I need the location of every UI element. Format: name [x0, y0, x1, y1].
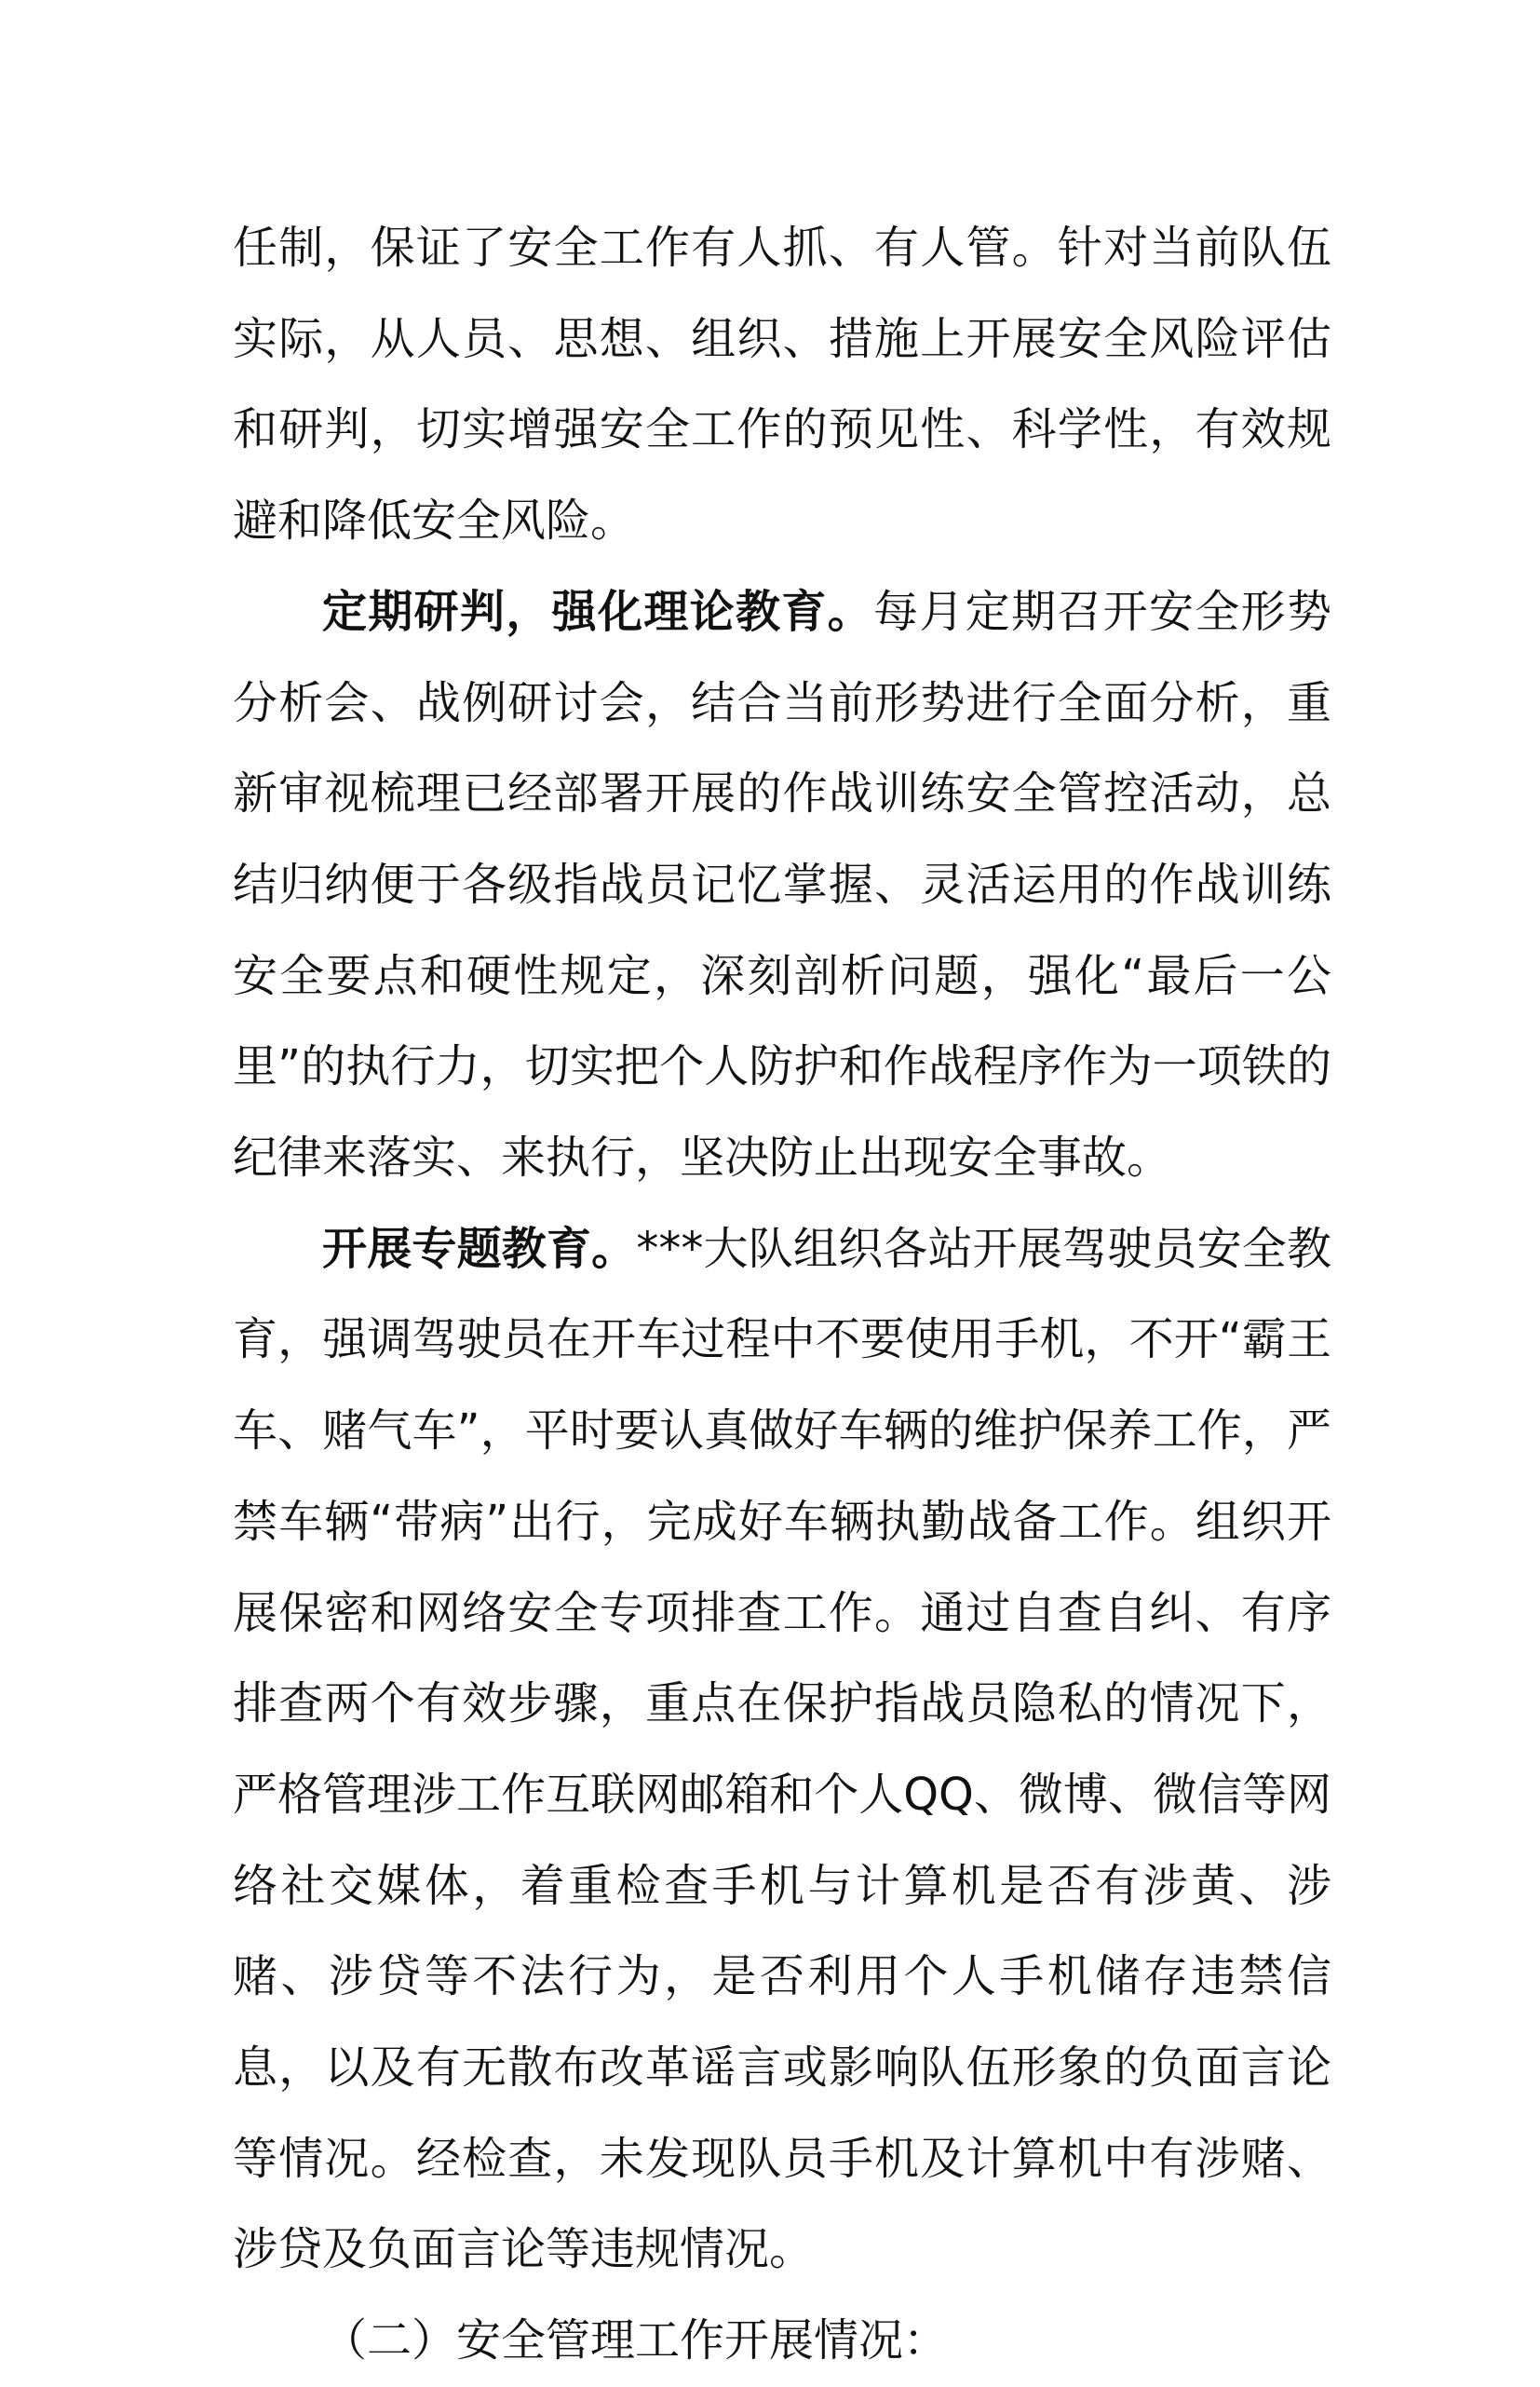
section-heading: （二）安全管理工作开展情况： — [322, 2314, 949, 2367]
paragraph-continuation — [233, 203, 1331, 567]
paragraph-regular-analysis — [233, 567, 1331, 1204]
paragraph-text: ***大队组织各站开展驾驶员安全教育，强调驾驶员在开车过程中不要使用手机，不开“霸王车、赌气车”，平时要认真做好车辆的维护保养工作，严禁车辆“带病”出行，完成好车辆执勤战备工作。组织开展保密和网络安全专项排查工作。通过自查自纠、有序排查两个有效步骤，重点在保护指战员隐私的情况下，严格管理涉工作互联网邮箱和个人QQ、微博、微信等网络社交媒体，着重检查手机与计算机是否有涉黄、涉赌、涉贷等不法行为，是否利用个人手机储存违禁信息，以及有无散布改革谣言或影响队伍形象的负面言论等情况。经检查，未发现队员手机及计算机中有涉赌、涉贷及负面言论等违规情况。 — [233, 1222, 1331, 2276]
paragraph-text: 任制，保证了安全工作有人抓、有人管。针对当前队伍实际，从人员、思想、组织、措施上开展安全风险评估和研判，切实增强安全工作的预见性、科学性，有效规避和降低安全风险。 — [233, 222, 1331, 548]
document-body — [233, 203, 1331, 2387]
paragraph-text: 每月定期召开安全形势分析会、战例研讨会，结合当前形势进行全面分析，重新审视梳理已经部署开展的作战训练安全管控活动，总结归纳便于各级指战员记忆掌握、灵活运用的作战训练安全要点和硬性规定，深刻剖析问题，强化“最后一公里”的执行力，切实把个人防护和作战程序作为一项铁的纪律来落实、来执行，坚决防止出现安全事故。 — [233, 585, 1331, 1185]
paragraph-lead-heading: 定期研判，强化理论教育。 — [322, 585, 873, 638]
paragraph-special-education — [233, 1204, 1331, 2296]
paragraph-lead-heading: 开展专题教育。 — [322, 1222, 637, 1275]
